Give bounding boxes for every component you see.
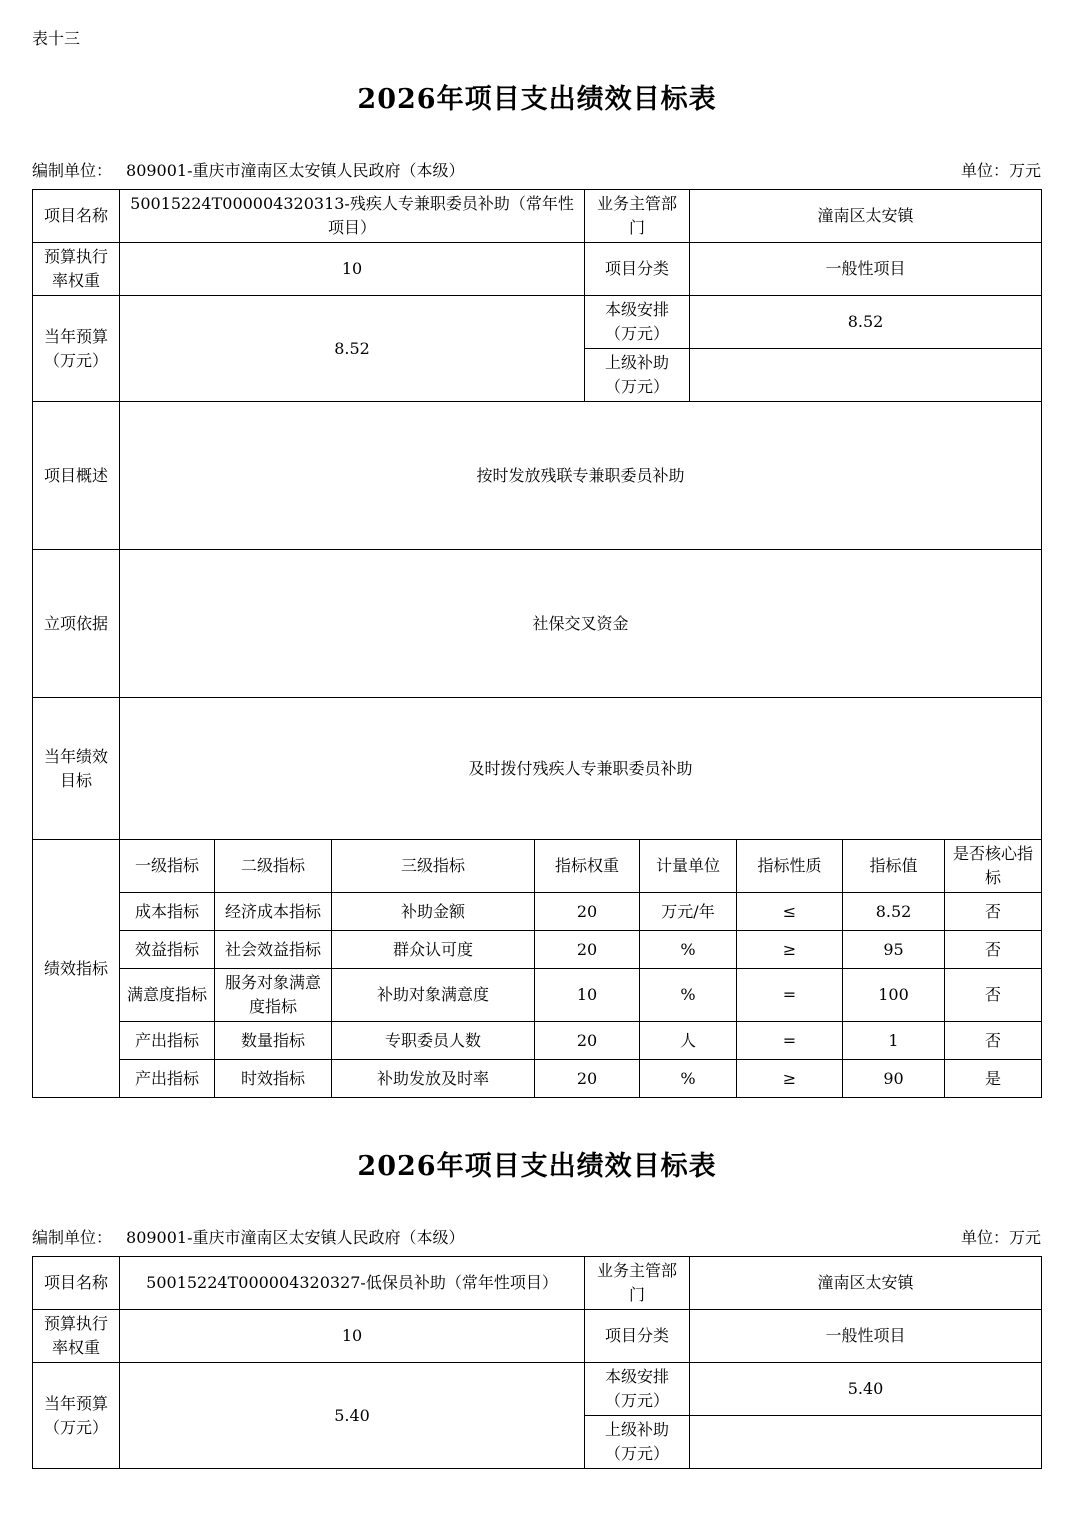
indicator-unit: 人 [640,1022,737,1060]
table-row [33,550,1042,698]
indicator-nature: ≤ [737,893,843,931]
dept-label: 业务主管部门 [585,1257,690,1310]
table-row [33,243,1042,296]
category-value: 一般性项目 [690,1310,1042,1363]
indicator-nature: ≥ [737,931,843,969]
indicator-weight: 20 [535,1022,640,1060]
indicator-header: 二级指标 [215,840,332,893]
indicator-level1: 产出指标 [120,1022,215,1060]
currency-unit: 单位：万元 [960,161,1041,180]
prepared-by-label: 编制单位： [32,161,113,180]
table-row [33,1257,1042,1310]
year-budget-value: 5.40 [120,1363,585,1469]
indicator-core: 否 [945,969,1042,1022]
indicator-header: 计量单位 [640,840,737,893]
indicator-weight: 20 [535,893,640,931]
indicators-section-label: 绩效指标 [33,840,120,1098]
currency-unit: 单位：万元 [960,1228,1041,1247]
indicator-level3: 补助对象满意度 [332,969,535,1022]
dept-value: 潼南区太安镇 [690,1257,1042,1310]
indicator-level3: 专职委员人数 [332,1022,535,1060]
indicator-value: 8.52 [843,893,945,931]
indicator-unit: % [640,1060,737,1098]
indicator-level2: 服务对象满意度指标 [215,969,332,1022]
indicator-row [33,931,1042,969]
meta-row [32,158,1041,181]
indicator-value: 90 [843,1060,945,1098]
category-value: 一般性项目 [690,243,1042,296]
table-row [33,698,1042,840]
prepared-by-label: 编制单位： [32,1228,113,1247]
indicator-weight: 20 [535,931,640,969]
indicator-core: 是 [945,1060,1042,1098]
indicator-header: 指标性质 [737,840,843,893]
prepared-by-value: 809001-重庆市潼南区太安镇人民政府（本级） [126,1228,465,1247]
indicator-header: 指标值 [843,840,945,893]
indicator-header: 三级指标 [332,840,535,893]
indicator-level3: 补助发放及时率 [332,1060,535,1098]
indicator-level3: 补助金额 [332,893,535,931]
indicator-header-row [33,840,1042,893]
indicator-level2: 社会效益指标 [215,931,332,969]
upper-subsidy-value [690,1416,1042,1469]
indicator-core: 否 [945,893,1042,931]
budget-rate-label: 预算执行率权重 [33,1310,120,1363]
indicator-value: 95 [843,931,945,969]
indicator-core: 否 [945,931,1042,969]
indicator-nature: = [737,1022,843,1060]
project-info-table [32,189,1042,840]
indicator-value: 100 [843,969,945,1022]
indicator-nature: ≥ [737,1060,843,1098]
target-value: 及时拨付残疾人专兼职委员补助 [120,698,1042,840]
indicator-level1: 效益指标 [120,931,215,969]
meta-row [32,1225,1041,1248]
indicator-row [33,969,1042,1022]
page-title: 2026年项目支出绩效目标表 [357,1151,717,1182]
budget-rate-value: 10 [120,1310,585,1363]
indicator-weight: 20 [535,1060,640,1098]
indicator-level3: 群众认可度 [332,931,535,969]
prepared-by-value: 809001-重庆市潼南区太安镇人民政府（本级） [126,161,465,180]
indicator-level1: 产出指标 [120,1060,215,1098]
prepared-by [32,1225,465,1248]
project-name-value: 50015224T000004320313-残疾人专兼职委员补助（常年性项目） [120,190,585,243]
indicator-level1: 满意度指标 [120,969,215,1022]
project-name-label: 项目名称 [33,190,120,243]
upper-subsidy-label: 上级补助（万元） [585,1416,690,1469]
indicator-header: 是否核心指标 [945,840,1042,893]
indicator-value: 1 [843,1022,945,1060]
overview-label: 项目概述 [33,402,120,550]
indicator-level2: 时效指标 [215,1060,332,1098]
prepared-by [32,158,465,181]
local-arrangement-value: 5.40 [690,1363,1042,1416]
dept-label: 业务主管部门 [585,190,690,243]
target-label: 当年绩效目标 [33,698,120,840]
indicator-unit: % [640,969,737,1022]
project-name-value: 50015224T000004320327-低保员补助（常年性项目） [120,1257,585,1310]
indicator-unit: 万元/年 [640,893,737,931]
year-budget-value: 8.52 [120,296,585,402]
year-budget-label: 当年预算（万元） [33,296,120,402]
category-label: 项目分类 [585,243,690,296]
table-row [33,1363,1042,1416]
basis-value: 社保交叉资金 [120,550,1042,698]
doc-tag: 表十三 [32,29,81,48]
indicator-row [33,893,1042,931]
indicator-header: 指标权重 [535,840,640,893]
indicator-level2: 经济成本指标 [215,893,332,931]
overview-value: 按时发放残联专兼职委员补助 [120,402,1042,550]
table-row [33,296,1042,349]
local-arrangement-label: 本级安排（万元） [585,1363,690,1416]
indicators-table [32,839,1042,1098]
table-row [33,1310,1042,1363]
upper-subsidy-value [690,349,1042,402]
indicator-row [33,1022,1042,1060]
indicator-weight: 10 [535,969,640,1022]
year-budget-label: 当年预算（万元） [33,1363,120,1469]
table-row [33,190,1042,243]
indicator-unit: % [640,931,737,969]
dept-value: 潼南区太安镇 [690,190,1042,243]
project-name-label: 项目名称 [33,1257,120,1310]
indicator-header: 一级指标 [120,840,215,893]
local-arrangement-value: 8.52 [690,296,1042,349]
upper-subsidy-label: 上级补助（万元） [585,349,690,402]
project-info-table [32,1256,1042,1469]
category-label: 项目分类 [585,1310,690,1363]
budget-rate-label: 预算执行率权重 [33,243,120,296]
page-title: 2026年项目支出绩效目标表 [357,84,717,115]
indicator-level1: 成本指标 [120,893,215,931]
local-arrangement-label: 本级安排（万元） [585,296,690,349]
basis-label: 立项依据 [33,550,120,698]
indicator-level2: 数量指标 [215,1022,332,1060]
indicator-row [33,1060,1042,1098]
table-row [33,402,1042,550]
budget-rate-value: 10 [120,243,585,296]
indicator-core: 否 [945,1022,1042,1060]
indicator-nature: = [737,969,843,1022]
